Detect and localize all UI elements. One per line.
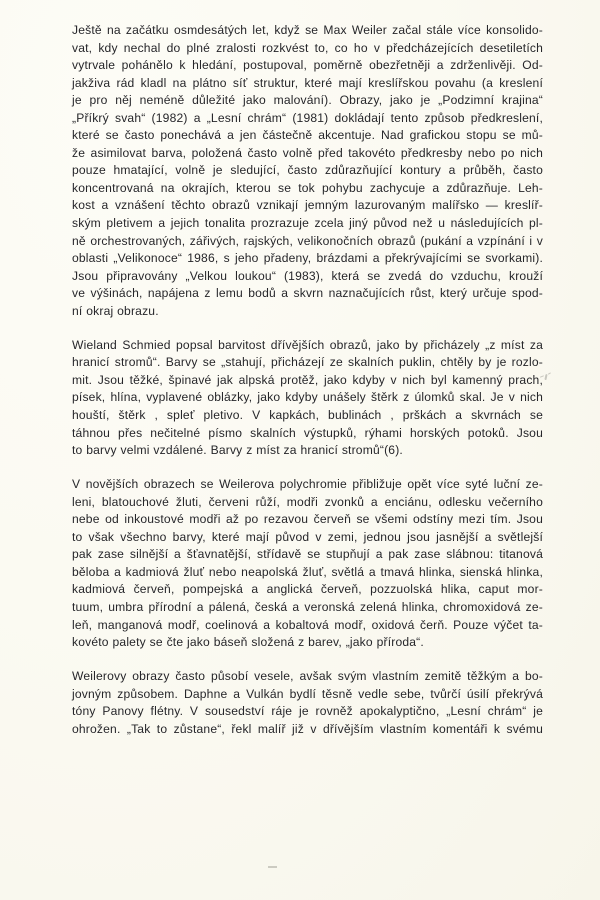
text-line: táhnou přes nečitelné písmo skalních výstupků, rýhami horských potoků. Jsou: [72, 425, 543, 440]
text-line: pak zase silnější a šťavnatější, střídavě se stupňují a pak zase slábnou: titanová: [72, 547, 543, 562]
text-line: jakživa rád kladl na plátno síť struktur, které mají kreslířskou povahu (a kreslení: [72, 75, 543, 90]
text-line: leni, blatouchové žluti, červeni růží, modři zvonků a enciánu, odlesku večerního: [72, 494, 543, 509]
text-line: mit. Jsou těžké, špinavé jak alpská protěž, jako kdyby v nich byl kamenný prach,: [72, 372, 543, 387]
text-line: hranicí stromů“. Barvy se „stahují, přicházejí ze skalních puklin, chtěly by je rozlo-: [72, 355, 543, 370]
text-line: ve výšinách, napájena z lemu bodů a skvrn naznačujících růst, který určuje spod-: [72, 286, 543, 301]
text-line: to barvy velmi vzdálené. Barvy z míst za hranicí stromů“(6).: [72, 443, 403, 458]
text-line: ohrožen. „Tak to zůstane“, řekl malíř již v dřívějším vlastním komentáři k svému: [72, 721, 543, 736]
text-line: pouze hmatající, volně je sledující, často zdůrazňující kontury a průběh, často: [72, 163, 543, 178]
text-line: kost a vznášení těchto obrazů vznikají jemným lazurovaným malířsko — kreslíř-: [72, 198, 543, 213]
text-line: vytrvale pohánělo k hledání, postupoval, poměrně obezřetněji a zdrženlivěji. Od-: [72, 58, 543, 73]
text-line: ní okraj obrazu.: [72, 303, 159, 318]
text-line: „Příkrý svah“ (1982) a „Lesní chrám“ (1981) dokládají tento způsob předkreslení,: [72, 110, 543, 125]
text-line: Weilerovy obrazy často působí vesele, avšak svým vlastním zemitě těžkým a bo-: [72, 669, 543, 684]
paragraph-4: [72, 668, 543, 738]
text-line: houští, štěrk , spleť pletivo. V kapkách, bublinách , prškách a skvrnách se: [72, 407, 543, 422]
text-line: tuum, umbra přírodní a pálená, česká a veronská zelená hlinka, chromoxidová ze-: [72, 599, 543, 614]
paragraph-3: [72, 476, 543, 651]
text-line: písek, hlína, vyplavené oblázky, jako kdyby unášely štěrk z úlomků skal. Je v nich: [72, 390, 543, 405]
text-line: Ještě na začátku osmdesátých let, když se Max Weiler začal stále více konsolido-: [72, 23, 543, 37]
text-line: je pro něj neméně důležité jako malování). Obrazy, jako je „Podzimní krajina“: [72, 93, 543, 108]
text-line: které se často ponechává a jen částečně akcentuje. Nad grafickou stopu se mů-: [72, 128, 543, 143]
text-line: nebe od inkoustové modři až po rezavou červeň se všemi odstíny mezi tím. Jsou: [72, 512, 543, 527]
text-line: koncentrovaná na okrajích, kterou se tok pohybu zachycuje a zdůrazňuje. Leh-: [72, 180, 543, 195]
paragraph-1: [72, 22, 543, 320]
text-line: oblasti „Velikonoce“ 1986, s jeho přadeny, brázdami a překrývajícími se svorkami).: [72, 251, 543, 266]
text-line: to však všechno barvy, které mají původ v zemi, jednou jsou jasnější a světlejší: [72, 529, 543, 544]
text-line: V novějších obrazech se Weilerova polychromie přibližuje opět více syté luční ze-: [72, 477, 543, 492]
text-line: leň, manganová modř, coelinová a kobaltová modř, oxidová čerň. Pouze výčet ta-: [72, 617, 543, 632]
text-line: kovéto palety se čte jako báseň složená z barev, „jako příroda“.: [72, 635, 424, 650]
paragraph-2: [72, 337, 543, 460]
text-line: tóny Panovy flétny. V sousedství ráje je rovněž apokalyptično, „Lesní chrám“ je: [72, 704, 543, 719]
text-line: vat, kdy nechal do plné zralosti rozkvést to, co ho v předcházejících desetiletích: [72, 40, 543, 55]
text-line: ně orchestrovaných, zářivých, rajských, velikonočních obrazů (pukání a vzpínání i v: [72, 233, 543, 248]
text-line: jovným způsobem. Daphne a Vulkán bydlí těsně vedle sebe, tvůrčí úsilí překrývá: [72, 686, 543, 701]
text-line: běloba a kadmiová žluť nebo neapolská žluť, světlá a tmavá hlinka, sienská hlinka,: [72, 564, 543, 579]
text-line: Wieland Schmied popsal barvitost dřívějších obrazů, jako by přicházely „z míst za: [72, 337, 543, 352]
text-line: Jsou připravovány „Velkou loukou“ (1983), která se zvedá do vzduchu, krouží: [72, 268, 543, 283]
text-line: kadmiová červeň, pompejská a anglická červeň, pozzuolská hlika, caput mor-: [72, 582, 543, 597]
text-line: ským pletivem a jejich tonalita prozrazuje zcela jiný původ než u následujících pl-: [72, 216, 543, 231]
text-line: že asimilovat barva, položená často volně před takovéto předkresby nebo po nich: [72, 145, 543, 160]
